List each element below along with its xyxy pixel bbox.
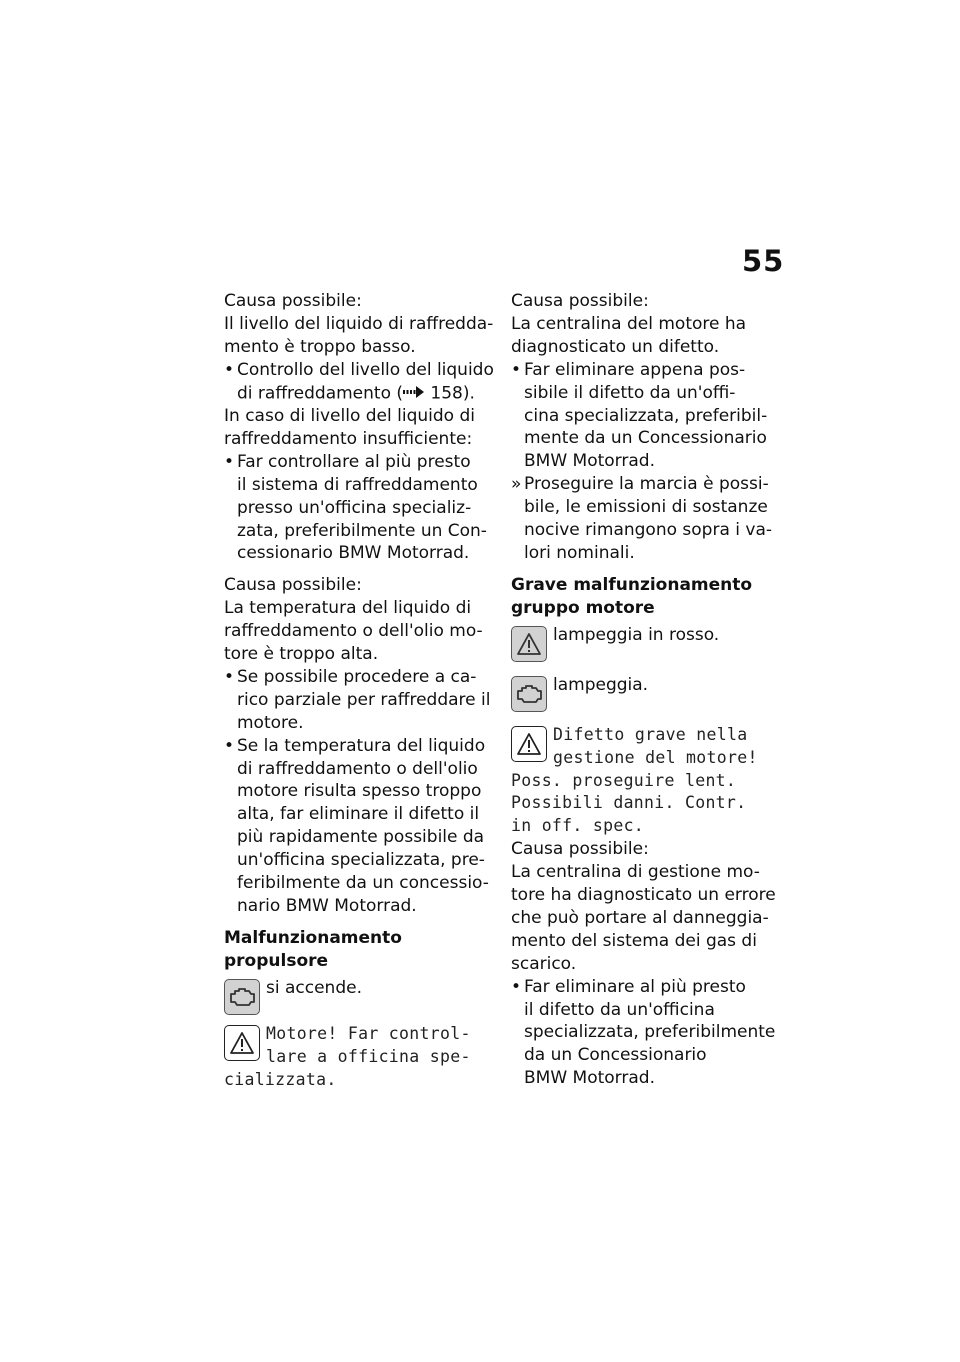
left-column [224,290,494,1091]
cause-label: Causa possibile: [511,291,649,311]
condition-text: In caso di livello del liquido di raffreddamento insufficiente: [224,405,475,449]
page-number: 55 [742,244,785,278]
list-item: • Far eliminare appena pos- sibile il difetto da un'offi- cina specializzata, preferibil- mente da un Concessionario BMW Motorrad. [511,359,781,474]
display-message: Motore! Far control- lare a officina spe- cializzata. [224,1023,471,1089]
list-item: • Far eliminare al più presto il difetto da un'officina specializzata, preferibilmente da un Concessionario BMW Motorrad. [511,976,781,1091]
engine-indicator-row [511,674,781,714]
cause-text: La centralina di gestione mo- tore ha diagnosticato un errore che può portare al danneggia- mento del sistema dei gas di scarico. [511,862,776,974]
section-heading: Grave malfunzionamento gruppo motore [511,574,753,618]
engine-check-icon [224,979,260,1015]
list-item: • Controllo del livello del liquido di raffreddamento ( 158). [224,359,494,405]
list-item: • Se possibile procedere a ca- rico parziale per raffreddare il motore. [224,666,494,735]
indicator-text: lampeggia. [553,674,649,695]
display-message: Difetto grave nella gestione del motore! Poss. proseguire lent. Possibili danni. Contr. in off. spec. [511,724,758,836]
list-item: • Se la temperatura del liquido di raffreddamento o dell'olio motore risulta spesso troppo alta, far eliminare il difetto il più rapidamente possibile da un'officina specializzata, pre- feribilmente da un concessio- nario BMW Motorrad. [224,735,494,918]
warning-triangle-icon [511,626,547,662]
cause-text: Il livello del liquido di raffredda- mento è troppo basso. [224,313,494,357]
cause-label: Causa possibile: [224,291,362,311]
engine-check-icon [511,676,547,712]
result-item: » Proseguire la marcia è possi- bile, le emissioni di sostanze nocive rimangono sopra i va- lori nominali. [511,473,781,565]
engine-indicator-row [224,977,494,1017]
indicator-text: si accende. [266,977,362,998]
section-heading: Malfunzionamento propulsore [224,927,402,971]
list-item: • Far controllare al più presto il sistema di raffreddamento presso un'officina specializ- zata, preferibilmente un Con- cessionario BMW Motorrad. [224,451,494,566]
warning-triangle-icon [224,1025,260,1061]
right-column [511,290,781,1090]
indicator-text: lampeggia in rosso. [553,624,720,645]
cause-label: Causa possibile: [511,839,649,860]
cause-text: La centralina del motore ha diagnosticato un difetto. [511,313,747,357]
cause-text: La temperatura del liquido di raffreddamento o dell'olio mo- tore è troppo alta. [224,598,483,665]
page-reference-arrow-icon [403,382,425,405]
warning-indicator-row [511,624,781,664]
cause-label: Causa possibile: [224,575,362,596]
warning-triangle-icon [511,726,547,762]
